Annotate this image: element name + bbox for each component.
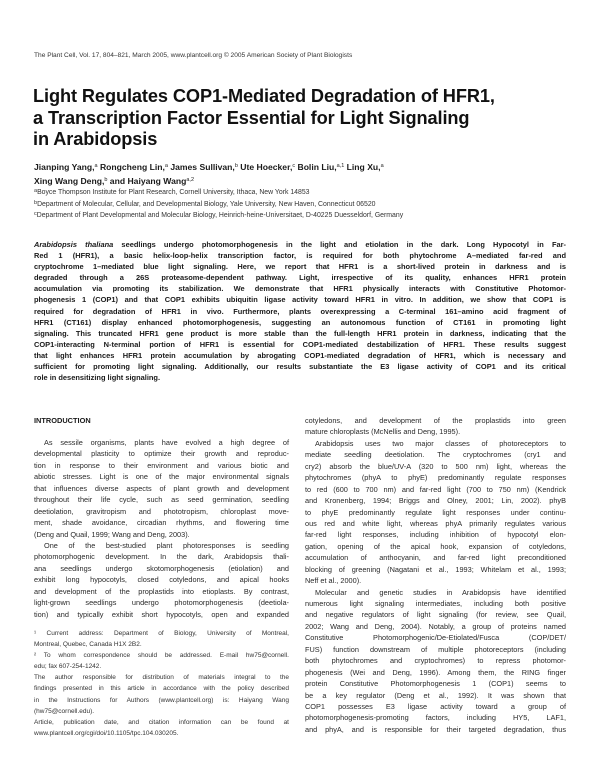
body-text-line: deetiolation, gravitropism and phototropism, chloroplast move- [34,506,289,516]
body-text-line: light-grown seedlings undergo photomorphogenesis (deetiola- [34,598,289,608]
body-text-line: to red (600 to 700 nm) and far-red light (700 to 750 nm) (Kendrick [305,484,566,494]
body-text-line: blocking of greening (Nagatani et al., 1993; Whitelam et al., 1993; [305,564,566,574]
body-text-line: tion) and typically exhibit short hypocotyls, open and expanded [34,609,289,619]
body-text-line-row [34,460,289,471]
abstract-line-text: seedlings undergo photomorphogenesis in the light and etiolation in the dark. Long Hypocotyl in Far- [113,240,566,249]
body-text-line: FUS) function downstream of multiple photoreceptors (including [305,644,566,654]
abstract-line: COP1-interacting N-terminal portion of HFR1 is essential for COP1-mediated destabilization of HFR1. These results suggest [34,339,566,349]
body-text-line: cry2) absorb the blue/UV-A (320 to 500 nm) light, whereas the [305,461,566,471]
body-text-line-row [305,621,566,632]
abstract-line: phogenesis 1 (COP1) and that COP1 exhibits ubiquitin ligase activity toward HFR1 in vitro. In addition, we show that COP1 is [34,295,566,305]
author-name: Ling Xu, [344,162,381,172]
body-text-line: accumulation of anthocyanin, and far-red light preconditioned [305,553,566,563]
abstract-line-row [34,339,566,350]
body-text-line: abiotic stresses. Light is one of the major environmental signals [34,472,289,482]
body-text-line: protein Constitutive Photomorphogenesis 1 (COP1) seems to [305,679,566,689]
body-text-line: be a key regulator (Deng et al., 1992). It was shown that [305,690,566,700]
body-text-line: to phyE predominantly regulate light responses under continu- [305,507,566,517]
article-title [33,86,495,151]
body-text-line-row [305,632,566,643]
footnote-line: ¹ Current address: Department of Biology, University of Montreal, [34,630,289,637]
body-text-line-row [34,483,289,494]
body-text-line-row [305,690,566,701]
body-text-line-row [305,701,566,712]
body-text-line: Neff et al., 2000). [305,576,362,586]
abstract-line-row [34,317,566,328]
abstract-line-row [34,283,566,294]
title-line: in Arabidopsis [33,129,158,149]
body-text-line: (Deng and Quail, 1999; Wang and Deng, 2003). [34,529,190,539]
body-text-line: that influences diverse aspects of plant growth and development [34,483,289,493]
body-text-line-row [305,518,566,529]
body-text-line: both phytochromes and cryptochromes) to repress photomor- [305,656,566,666]
body-text-line-row [305,472,566,483]
body-text-line: developmental plasticity to optimize their growth and reproduc- [34,449,289,459]
footnote-line: www.plantcell.org/cgi/doi/10.1105/tpc.104.030205. [34,729,179,737]
footnote-line-row [34,628,289,639]
body-text-line-row [305,724,566,735]
body-text-line-row [305,529,566,540]
body-text-line: and negative regulators of light signaling (for review, see Quail, [305,610,566,620]
body-text-line-row [34,586,289,597]
author-name: and Haiyang Wang [107,175,187,186]
affiliation [34,210,403,222]
abstract-line: role in desensitizing light signaling. [34,373,161,383]
footnote-line: in the Instructions for Authors (www.plantcell.org) is: Haiyang Wang [34,696,289,704]
abstract-line: HFR1 (CT161) display enhanced photomorphogenesis, suggesting an autonomous function of CT161 in promoting light [34,317,566,327]
abstract [34,239,566,383]
body-text-line-row [305,415,566,426]
abstract-line [34,239,566,250]
abstract-line-row [34,350,566,361]
body-text-line-row [305,598,566,609]
body-text-line: exhibit long hypocotyls, closed cotyledons, and apical hooks [34,575,289,585]
body-text-line-row [34,574,289,585]
abstract-line-row [34,361,566,372]
abstract-line: cryptochrome 1–mediated blue light signaling. Here, we report that HFR1 is a short-lived protein in darkness and is [34,262,566,272]
affiliation-text: Boyce Thompson Institute for Plant Research, Cornell University, Ithaca, New York 14853 [37,189,310,196]
affiliation-mark: b [34,199,38,206]
footnote-line-row [34,728,289,739]
author-name: Jianping Yang, [34,162,95,172]
footnote-line-row [34,717,289,728]
footnotes [34,628,289,739]
body-text-line-row [305,449,566,460]
body-text-line-row [305,655,566,666]
body-text-line-row [305,587,566,598]
body-text-line-row [34,551,289,562]
body-text-line-row [34,563,289,574]
body-text-line-row [34,471,289,482]
author-name: Rongcheng Lin, [97,162,165,172]
body-text-line: ana seedlings undergo skotomorphogenesis (etiolation) and [34,563,289,573]
body-text-line: Molecular and genetic studies in Arabidopsis have identified [315,587,566,597]
abstract-line-row [34,372,566,383]
abstract-line: degraded through a 26S proteasome-dependent pathway. Light, irrespective of its quality, enhances HFR1 protein [34,273,566,283]
abstract-line-row [34,272,566,283]
body-text-line: Constitutive Photomorphogenic/De-Etiolated/Fusca (COP/DET/ [305,633,566,643]
footnote-line-row [34,650,289,661]
body-text-line: One of the best-studied plant photoresponses is seedling [44,540,289,550]
affiliation [34,187,403,199]
body-text-line: phytochromes (phyA to phyE) predominantly regulate responses [305,473,566,483]
footnote-line-row [34,639,289,650]
body-text-line-row [305,564,566,575]
affiliation-text: Department of Plant Developmental and Molecular Biology, Heinrich-heine-Universitaet, D-40225 Duesseldorf, Germany [36,212,404,219]
body-text-line: cotyledons, and development of the proplastids into green [305,416,566,425]
body-text-line-row [305,712,566,723]
body-text-line-row [34,437,289,448]
affiliation-mark: a [34,188,38,194]
author-affiliation-mark: a,2 [186,176,195,183]
body-text-line-row [305,678,566,689]
abstract-line: sufficient for promoting light signaling. Additionally, our results substantiate the E3 ligase activity of COP1 and its critical [34,362,566,372]
footnote-line: (hw75@cornell.edu). [34,707,95,715]
author-list [34,161,384,188]
body-text-line: phogenesis (Wei and Deng, 1996). Among them, the RING finger [305,667,566,677]
body-text-line-row [305,495,566,506]
body-text-line: photomorphogenic development. In the dark, Arabidopsis thali- [34,552,289,562]
right-column-text [305,415,566,735]
body-text-line-row [34,529,289,540]
abstract-line: required for degradation of HFR1 in vivo. Furthermore, plants overexpressing a C-terminal 161–amino acid fragment of [34,306,566,316]
author-name: Ute Hoecker, [237,162,293,172]
footnote-line: The author responsible for distribution of materials integral to the [34,674,289,682]
body-text-line-row [305,507,566,518]
body-text-line-row [305,461,566,472]
abstract-line-row [34,239,566,250]
body-text-line-row [34,448,289,459]
body-text-line: ment, shade avoidance, circadian rhythms, and flowering time [34,518,289,528]
body-text-line: and development of the proplastids into etioplasts. By contrast, [34,586,289,596]
author-affiliation-mark: b [234,163,238,169]
abstract-line-row [34,294,566,305]
author-name: Xing Wang Deng, [34,175,105,186]
body-text-line: far-red light responses, including inhibition of hypocotyl elon- [305,530,566,540]
abstract-line: that light enhances HFR1 protein accumulation by abrogating COP1-mediated degradation of HFR1, which is necessary and [34,350,566,360]
body-text-line-row [305,426,566,437]
author-line [34,175,384,189]
body-text-line-row [34,506,289,517]
body-text-line: throughout their life cycle, such as seed germination, seedling [34,495,289,505]
body-text-line: tion in response to their environment and various biotic and [34,460,289,470]
author-name: Bolin Liu, [295,162,337,172]
body-text-line: and phyA, and is responsible for their targeted degradation, thus [305,724,566,734]
author-affiliation-mark: b [104,176,108,183]
footnote-line-row [34,683,289,694]
body-text-line-row [34,609,289,620]
title-line: a Transcription Factor Essential for Light Signaling [33,107,470,128]
body-text-line-row [305,541,566,552]
body-text-line-row [305,575,566,586]
author-affiliation-mark: a [164,163,168,169]
footnote-line: Montreal, Quebec, Canada H1X 2B2. [34,641,142,649]
footnote-line: findings presented in this article in accordance with the policy described [34,685,289,693]
author-line [34,161,384,175]
left-column-text [34,437,289,620]
abstract-species-name: Arabidopsis thaliana [34,240,114,249]
body-text-line-row [305,667,566,678]
body-text-line-row [34,494,289,505]
body-text-line: gation, opening of the apical hook, expansion of cotyledons, [305,541,566,551]
abstract-line: signaling. This truncated HFR1 gene product is more stable than the full-length HFR1 protein in darkness, indicating that the [34,328,566,338]
affiliation-text: Department of Molecular, Cellular, and Developmental Biology, Yale University, New Haven, Connecticut 06520 [37,200,376,208]
author-affiliation-mark: a [380,163,384,169]
abstract-line-row [34,328,566,339]
title-line: Light Regulates COP1-Mediated Degradation of HFR1, [33,86,495,106]
body-text-line-row [305,484,566,495]
body-text-line: ous red and white light, whereas phyA primarily regulates various [305,518,566,528]
author-affiliation-mark: a,1 [336,163,345,169]
body-text-line: COP1 possesses E3 ligase activity toward a group of [305,701,566,711]
body-text-line: mediate seedling deetiolation. The cryptochromes (cry1 and [305,450,566,460]
author-affiliation-mark: c [292,163,296,169]
body-text-line-row [305,644,566,655]
footnote-line-row [34,661,289,672]
author-affiliation-mark: a [94,163,98,169]
body-text-line: numerous light signaling intermediates, including both positive [305,599,566,608]
body-text-line: mature chloroplasts (McNellis and Deng, 1995). [305,427,461,437]
journal-header: The Plant Cell, Vol. 17, 804–821, March 2005, www.plantcell.org © 2005 American Society of Plant Biologists [34,52,353,59]
footnote-line: Article, publication date, and citation information can be found at [34,718,289,726]
footnote-line-row [34,706,289,717]
abstract-line-row [34,250,566,261]
footnote-line: edu; fax 607-254-1242. [34,663,102,671]
footnote-line-row [34,672,289,683]
body-text-line-row [305,438,566,449]
abstract-line: Red 1 (HFR1), a basic helix-loop-helix transcription factor, is required for both phytochrome A–mediated far-red and [34,251,566,261]
body-text-line-row [34,597,289,608]
body-text-line-row [34,540,289,551]
affiliations [34,187,403,222]
footnote-line-row [34,695,289,706]
body-text-line: As sessile organisms, plants have evolved a high degree of [44,438,289,447]
body-text-line-row [34,517,289,528]
abstract-line-row [34,261,566,272]
body-text-line: 2002; Wang and Deng, 2004). Notably, a group of proteins named [305,621,566,631]
footnote-line: ² To whom correspondence should be addressed. E-mail hw75@cornell. [34,652,289,660]
affiliation [34,199,403,211]
abstract-line-row [34,306,566,317]
body-text-line-row [305,609,566,620]
section-heading-introduction: INTRODUCTION [34,416,91,425]
body-text-line: Arabidopsis uses two major classes of photoreceptors to [315,438,566,448]
body-text-line: and Kronenberg, 1994; Briggs and Olney, 2001; Lin, 2002). phyB [305,496,566,506]
body-text-line-row [305,552,566,563]
abstract-line: accumulation via promoting its stabilization. We demonstrate that HFR1 physically interacts with Constitutive Photomor- [34,284,566,294]
body-text-line: photomorphogenesis-promoting factors, including HY5, LAF1, [305,713,566,723]
author-name: James Sullivan, [167,162,235,172]
affiliation-mark: c [34,211,37,217]
